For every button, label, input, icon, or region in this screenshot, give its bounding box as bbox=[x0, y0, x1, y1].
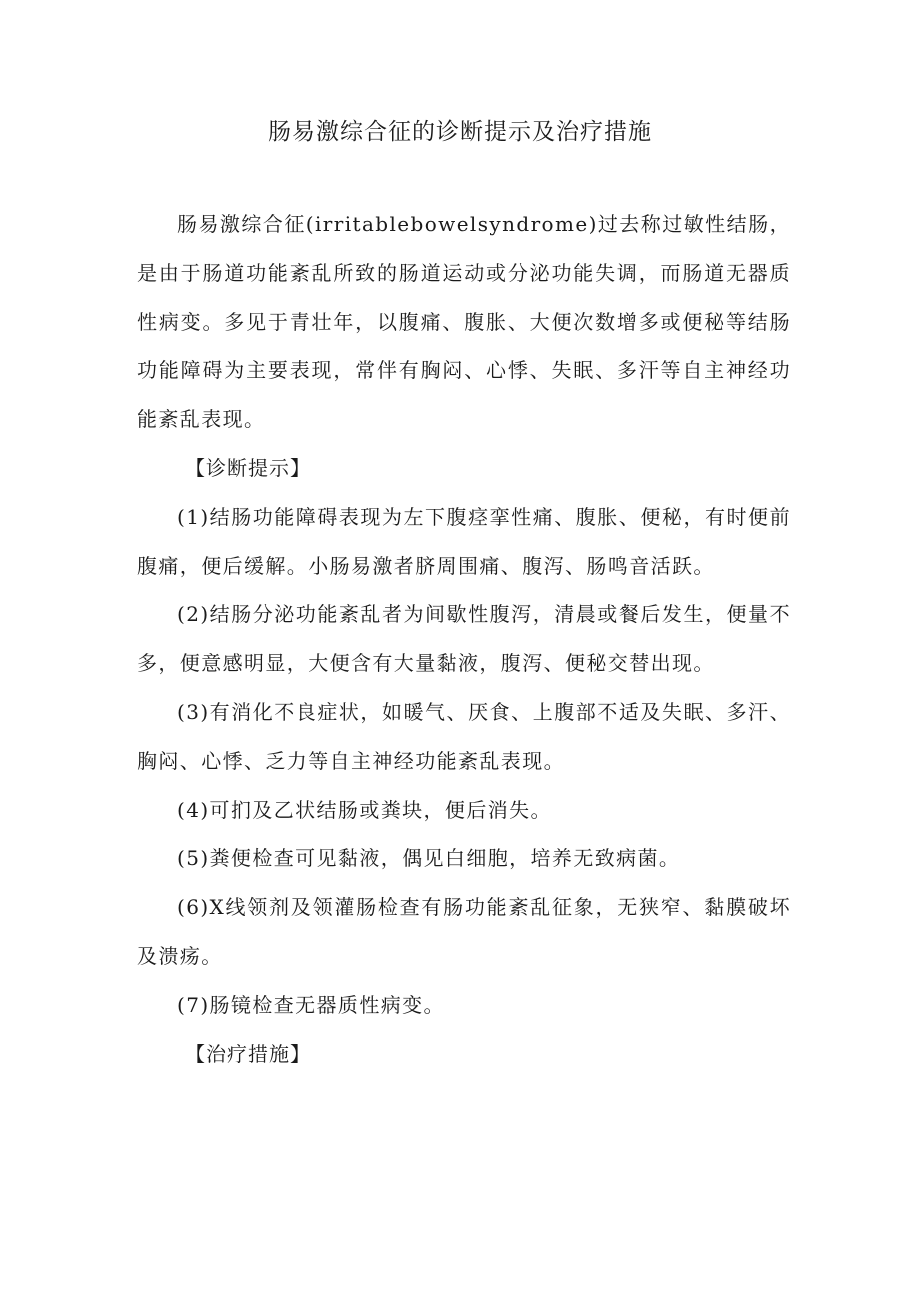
diagnosis-item-7: (7)肠镜检查无器质性病变。 bbox=[177, 992, 445, 1017]
intro-paragraph: 肠易激综合征(irritablebowelsyndrome)过去称过敏性结肠，是由于肠道功能紊乱所致的肠道运动或分泌功能失调，而肠道无器质性病变。多见于青壮年，以腹痛、腹胀、大便次数增多或便秘等结肠功能障碍为主要表现，常伴有胸闷、心悸、失眠、多汗等自主神经功能紊乱表现。 bbox=[137, 212, 791, 432]
diagnosis-item-3: (3)有消化不良症状，如暖气、厌食、上腹部不适及失眠、多汗、胸闷、心悸、乏力等自主神经功能紊乱表现。 bbox=[137, 699, 791, 773]
diagnosis-item-6: (6)X线领剂及领灌肠检查有肠功能紊乱征象，无狭窄、黏膜破坏及溃疡。 bbox=[137, 895, 791, 968]
diagnosis-item-1: (1)结肠功能障碍表现为左下腹痉挛性痛、腹胀、便秘，有时便前腹痛，便后缓解。小肠易激者脐周围痛、腹泻、肠鸣音活跃。 bbox=[137, 504, 791, 578]
diagnosis-item-5: (5)粪便检查可见黏液，偶见白细胞，培养无致病菌。 bbox=[177, 846, 681, 871]
diagnosis-heading: 【诊断提示】 bbox=[185, 455, 311, 480]
document-body bbox=[137, 200, 791, 1078]
diagnosis-item-4: (4)可扪及乙状结肠或粪块，便后消失。 bbox=[177, 797, 552, 822]
treatment-heading: 【治疗措施】 bbox=[185, 1041, 311, 1066]
document-title: 肠易激综合征的诊断提示及治疗措施 bbox=[268, 119, 652, 145]
diagnosis-item-2: (2)结肠分泌功能紊乱者为间歇性腹泻，清晨或餐后发生，便量不多，便意感明显，大便含有大量黏液，腹泻、便秘交替出现。 bbox=[137, 602, 791, 676]
